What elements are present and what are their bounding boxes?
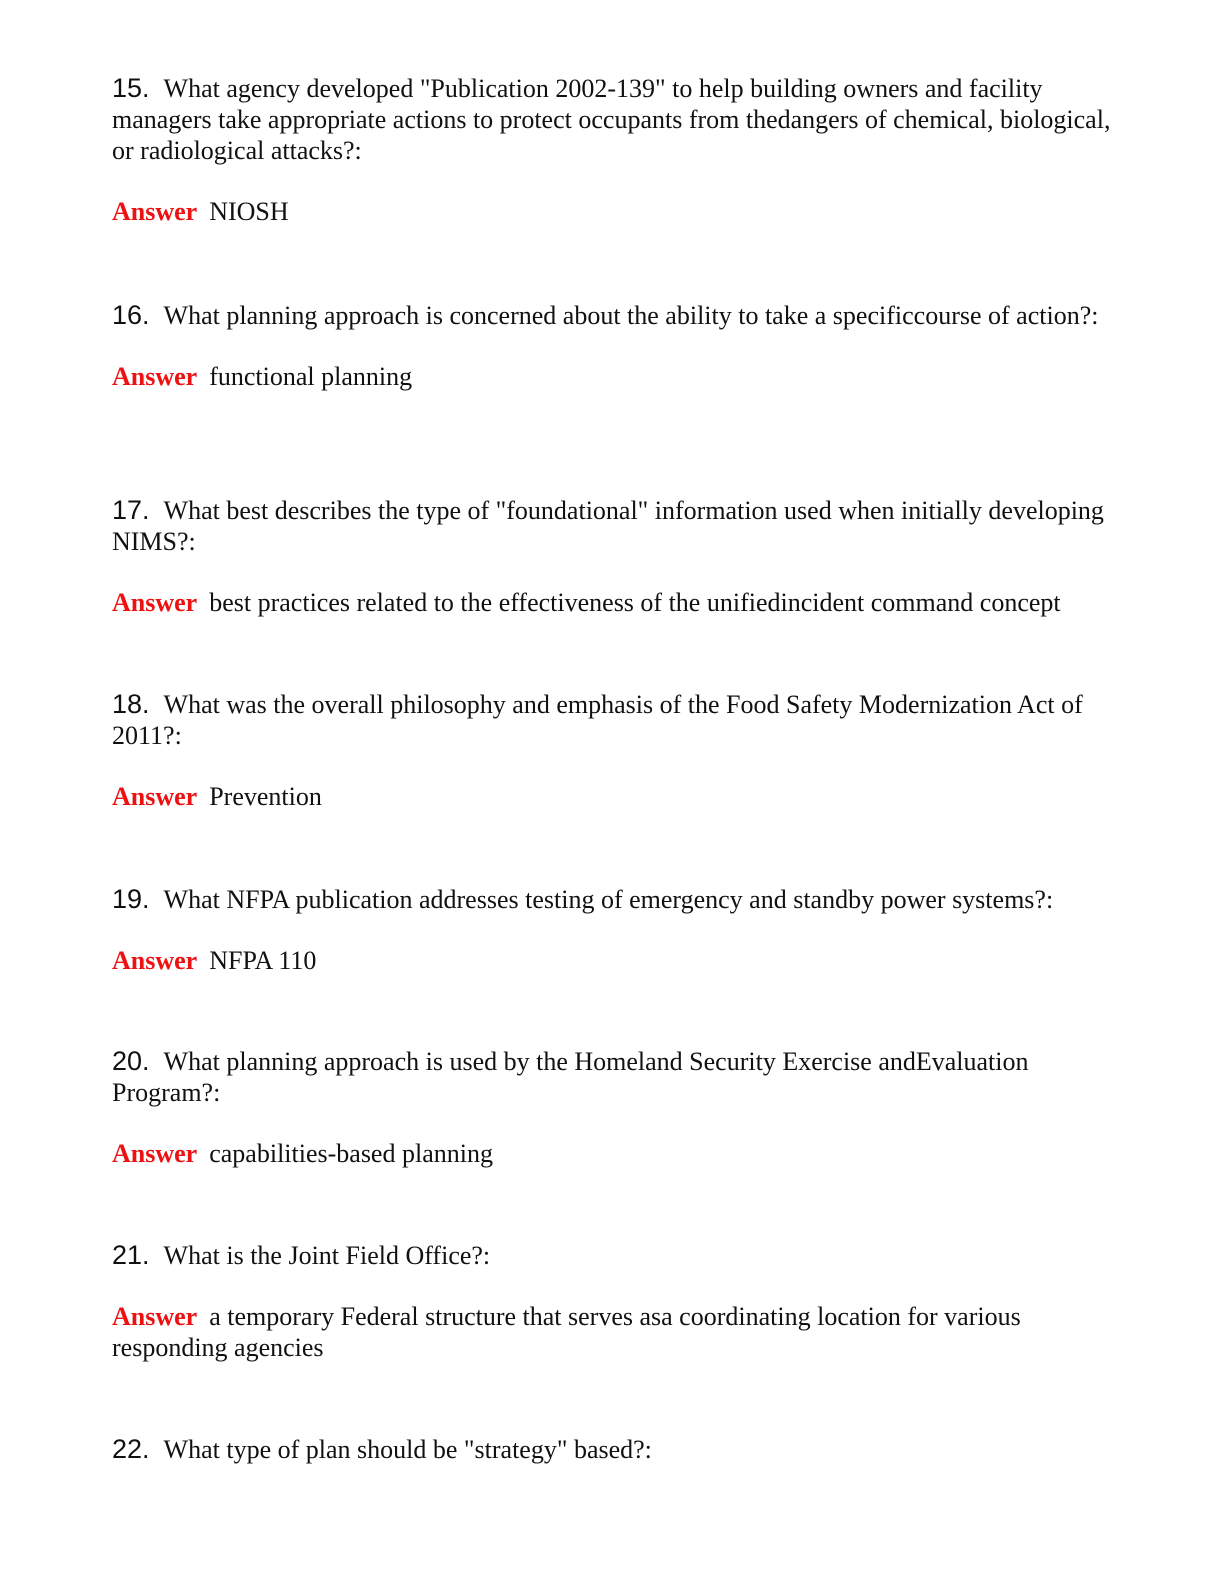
answer-label: Answer bbox=[112, 1139, 198, 1168]
answer bbox=[112, 781, 1112, 812]
question-text: What agency developed "Publication 2002-139" to help building owners and facility managers take appropriate actions to protect occupants from thedangers of chemical, biological, or radiological attacks?: bbox=[112, 74, 1111, 165]
question-text: What planning approach is concerned about the ability to take a specificcourse of action?: bbox=[163, 301, 1099, 330]
qa-item bbox=[112, 495, 1112, 618]
answer-text: capabilities-based planning bbox=[209, 1139, 493, 1168]
answer bbox=[112, 1138, 1112, 1169]
qa-item bbox=[112, 884, 1112, 976]
answer-label: Answer bbox=[112, 197, 198, 226]
answer-label: Answer bbox=[112, 946, 198, 975]
question-number: 20. bbox=[112, 1046, 150, 1076]
qa-item bbox=[112, 689, 1112, 812]
answer-text: functional planning bbox=[209, 362, 413, 391]
question bbox=[112, 495, 1112, 557]
answer bbox=[112, 587, 1112, 618]
qa-item bbox=[112, 1434, 1112, 1465]
answer-label: Answer bbox=[112, 1302, 198, 1331]
answer-label: Answer bbox=[112, 362, 198, 391]
answer-text: best practices related to the effectiveness of the unifiedincident command concept bbox=[209, 588, 1061, 617]
qa-item bbox=[112, 1240, 1112, 1363]
answer bbox=[112, 361, 1112, 392]
question bbox=[112, 689, 1112, 751]
question-text: What planning approach is used by the Homeland Security Exercise andEvaluation Program?: bbox=[112, 1047, 1029, 1107]
answer bbox=[112, 945, 1112, 976]
question bbox=[112, 1434, 1112, 1465]
answer bbox=[112, 196, 1112, 227]
question bbox=[112, 300, 1112, 331]
qa-item bbox=[112, 73, 1112, 227]
question-number: 21. bbox=[112, 1240, 150, 1270]
answer-text: a temporary Federal structure that serves asa coordinating location for various responding agencies bbox=[112, 1302, 1021, 1362]
question-text: What type of plan should be "strategy" based?: bbox=[163, 1435, 652, 1464]
answer-text: NFPA 110 bbox=[209, 946, 317, 975]
question-number: 16. bbox=[112, 300, 150, 330]
question bbox=[112, 73, 1112, 166]
qa-item bbox=[112, 1046, 1112, 1169]
question-text: What NFPA publication addresses testing of emergency and standby power systems?: bbox=[163, 885, 1054, 914]
question bbox=[112, 1240, 1112, 1271]
answer-text: NIOSH bbox=[209, 197, 289, 226]
answer-text: Prevention bbox=[209, 782, 322, 811]
question-number: 19. bbox=[112, 884, 150, 914]
question bbox=[112, 1046, 1112, 1108]
question-number: 15. bbox=[112, 73, 150, 103]
question-text: What is the Joint Field Office?: bbox=[163, 1241, 491, 1270]
question-number: 22. bbox=[112, 1434, 150, 1464]
qa-item bbox=[112, 300, 1112, 392]
answer-label: Answer bbox=[112, 588, 198, 617]
answer-label: Answer bbox=[112, 782, 198, 811]
question-number: 17. bbox=[112, 495, 150, 525]
question-text: What was the overall philosophy and emphasis of the Food Safety Modernization Act of 2011?: bbox=[112, 690, 1083, 750]
question bbox=[112, 884, 1112, 915]
question-text: What best describes the type of "foundational" information used when initially developing NIMS?: bbox=[112, 496, 1104, 556]
question-number: 18. bbox=[112, 689, 150, 719]
answer bbox=[112, 1301, 1112, 1363]
